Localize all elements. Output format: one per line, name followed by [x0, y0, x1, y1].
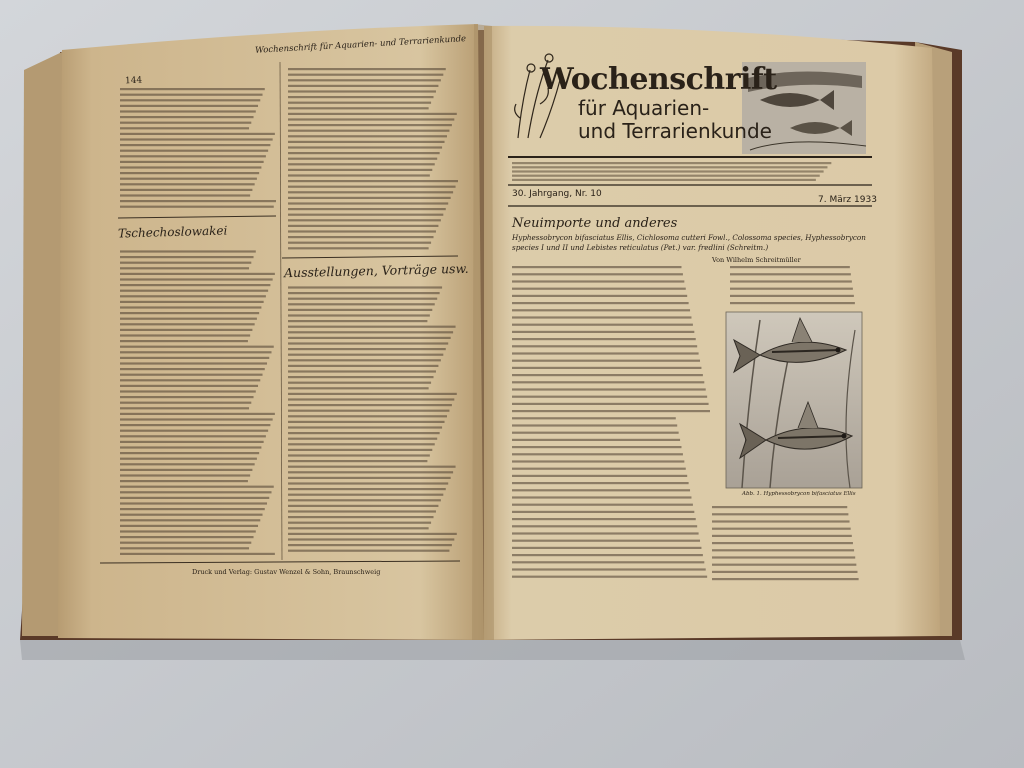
text-line — [288, 152, 440, 154]
text-line — [288, 544, 452, 546]
left-heading-tschechoslowakei: Tschechoslowakei — [117, 223, 228, 241]
article-subtitle: Hyphessobrycon bifasciatus Ellis, Cichlosoma cutteri Fowl., Colossoma species, Hyphessobrycon species I und II und Lebistes reticulatus (Pet.) var. fredlini (Schreitm.) — [512, 233, 866, 252]
text-line — [512, 518, 696, 520]
text-line — [288, 398, 454, 400]
text-line — [288, 499, 441, 501]
text-line — [120, 519, 260, 521]
text-line — [288, 230, 436, 232]
text-line — [288, 90, 436, 92]
text-line — [120, 480, 248, 482]
text-line — [730, 302, 855, 304]
text-line — [120, 497, 269, 499]
text-line — [512, 403, 709, 405]
text-line — [120, 127, 249, 129]
text-line — [512, 381, 704, 383]
text-line — [120, 402, 251, 404]
left-page-number: 144 — [124, 75, 143, 87]
text-line — [288, 404, 452, 406]
text-line — [512, 360, 700, 362]
text-line — [120, 206, 274, 208]
text-line — [120, 486, 274, 488]
text-line — [288, 68, 446, 70]
text-line — [288, 359, 441, 361]
text-line — [512, 489, 690, 491]
issue-info: 30. Jahrgang, Nr. 10 — [512, 189, 602, 199]
text-line — [288, 314, 430, 316]
text-line — [730, 266, 850, 268]
text-line — [288, 527, 429, 529]
text-line — [288, 354, 443, 356]
text-line — [288, 471, 453, 473]
text-line — [512, 453, 683, 455]
text-line — [120, 491, 272, 493]
text-line — [288, 309, 432, 311]
text-line — [512, 511, 694, 513]
text-line — [288, 102, 431, 104]
text-line — [120, 122, 251, 124]
text-line — [288, 533, 457, 535]
text-line — [512, 266, 681, 268]
text-line — [288, 443, 435, 445]
text-line — [288, 96, 434, 98]
text-line — [288, 326, 456, 328]
text-line — [512, 175, 820, 177]
text-line — [120, 155, 266, 157]
text-line — [288, 348, 446, 350]
fish-figure — [726, 312, 862, 488]
text-line — [120, 446, 261, 448]
text-line — [120, 161, 264, 163]
text-line — [288, 219, 441, 221]
text-line — [512, 345, 697, 347]
masthead-title-line2: für Aquarien- — [578, 96, 710, 120]
text-line — [512, 568, 706, 570]
text-line — [712, 564, 856, 566]
text-line — [120, 525, 258, 527]
text-line — [288, 393, 457, 395]
text-line — [288, 303, 435, 305]
text-line — [288, 376, 434, 378]
text-line — [120, 351, 272, 353]
text-line — [512, 525, 697, 527]
text-line — [288, 135, 447, 137]
text-line — [120, 463, 255, 465]
text-line — [512, 468, 686, 470]
text-line — [288, 163, 435, 165]
text-line — [120, 368, 265, 370]
text-line — [512, 561, 704, 563]
text-line — [120, 178, 257, 180]
text-line — [288, 432, 440, 434]
text-line — [288, 107, 429, 109]
text-line — [120, 189, 252, 191]
text-line — [120, 469, 252, 471]
text-line — [120, 430, 268, 432]
text-line — [288, 225, 438, 227]
text-line — [288, 214, 443, 216]
text-line — [712, 571, 857, 573]
text-line — [512, 374, 703, 376]
text-line — [288, 477, 451, 479]
text-line — [120, 413, 275, 415]
text-line — [512, 367, 701, 369]
text-line — [512, 388, 706, 390]
text-line — [712, 549, 854, 551]
text-line — [512, 316, 691, 318]
text-line — [288, 538, 454, 540]
text-line — [288, 365, 438, 367]
text-line — [288, 337, 451, 339]
text-line — [712, 506, 847, 508]
text-line — [288, 410, 449, 412]
text-line — [120, 138, 273, 140]
text-line — [730, 273, 851, 275]
left-footer: Druck und Verlag: Gustav Wenzel & Sohn, Braunschweig — [192, 568, 381, 576]
text-line — [512, 576, 707, 578]
text-line — [288, 494, 443, 496]
article-author: Von Wilhelm Schreitmüller — [712, 256, 801, 264]
text-line — [120, 273, 275, 275]
text-line — [512, 504, 693, 506]
text-line — [512, 424, 677, 426]
text-line — [120, 547, 249, 549]
text-line — [288, 124, 452, 126]
text-line — [288, 426, 442, 428]
text-line — [120, 502, 267, 504]
text-line — [288, 387, 429, 389]
text-line — [288, 516, 434, 518]
text-line — [120, 536, 254, 538]
text-line — [120, 105, 258, 107]
text-line — [288, 438, 437, 440]
text-line — [512, 170, 824, 172]
text-line — [288, 202, 448, 204]
text-line — [120, 267, 249, 269]
text-line — [288, 247, 429, 249]
text-line — [288, 197, 451, 199]
text-line — [288, 449, 432, 451]
text-line — [512, 432, 679, 434]
text-line — [288, 130, 449, 132]
figure-caption: Abb. 1. Hyphessobrycon bifasciatus Ellis — [742, 491, 856, 497]
text-line — [120, 290, 268, 292]
text-line — [120, 435, 266, 437]
text-line — [730, 295, 854, 297]
text-line — [512, 338, 696, 340]
text-line — [512, 410, 710, 412]
text-line — [120, 530, 256, 532]
text-line — [288, 382, 431, 384]
text-line — [512, 352, 699, 354]
text-line — [712, 556, 855, 558]
text-line — [120, 407, 249, 409]
text-line — [120, 200, 276, 202]
text-line — [120, 256, 254, 258]
text-line — [120, 452, 259, 454]
text-line — [288, 488, 446, 490]
text-line — [120, 150, 268, 152]
text-line — [120, 508, 265, 510]
text-line — [120, 262, 251, 264]
text-line — [288, 180, 458, 182]
text-line — [512, 496, 691, 498]
text-line — [288, 505, 438, 507]
text-line — [288, 454, 430, 456]
text-line — [120, 542, 251, 544]
book-shadow — [20, 640, 965, 660]
text-line — [120, 295, 266, 297]
text-line — [120, 133, 275, 135]
text-line — [288, 169, 432, 171]
text-line — [120, 194, 250, 196]
text-line — [288, 460, 427, 462]
text-line — [288, 286, 442, 288]
text-line — [120, 88, 265, 90]
text-line — [288, 415, 447, 417]
text-line — [288, 510, 436, 512]
text-line — [512, 475, 687, 477]
text-line — [288, 466, 456, 468]
text-line — [288, 370, 436, 372]
text-line — [120, 346, 274, 348]
text-line — [120, 99, 260, 101]
text-line — [120, 116, 254, 118]
text-line — [288, 191, 453, 193]
text-line — [512, 331, 694, 333]
text-line — [120, 284, 270, 286]
text-line — [120, 357, 269, 359]
text-line — [288, 482, 448, 484]
text-line — [512, 324, 693, 326]
text-line — [512, 540, 700, 542]
gutter — [472, 24, 494, 640]
text-line — [288, 342, 448, 344]
text-line — [120, 553, 275, 555]
text-line — [120, 474, 250, 476]
text-line — [120, 441, 264, 443]
text-line — [288, 113, 457, 115]
text-line — [120, 250, 256, 252]
text-line — [288, 236, 434, 238]
text-line — [120, 374, 263, 376]
text-line — [288, 186, 456, 188]
text-line — [512, 166, 827, 168]
text-line — [512, 280, 684, 282]
masthead-title-line3: und Terrarienkunde — [578, 119, 772, 143]
text-line — [120, 144, 270, 146]
text-line — [288, 550, 449, 552]
text-line — [120, 318, 257, 320]
text-line — [288, 141, 445, 143]
text-line — [120, 379, 260, 381]
issue-date: 7. März 1933 — [818, 195, 877, 205]
text-line — [288, 146, 442, 148]
text-line — [288, 208, 446, 210]
text-line — [120, 306, 261, 308]
text-line — [120, 312, 259, 314]
text-line — [712, 520, 850, 522]
text-line — [512, 460, 684, 462]
text-line — [120, 329, 252, 331]
text-line — [120, 340, 248, 342]
left-heading-ausstellungen: Ausstellungen, Vorträge usw. — [283, 260, 469, 281]
text-line — [512, 554, 703, 556]
text-line — [120, 278, 273, 280]
text-line — [512, 162, 831, 164]
text-line — [120, 424, 270, 426]
text-line — [712, 535, 852, 537]
text-line — [120, 418, 273, 420]
text-line — [712, 513, 848, 515]
text-line — [288, 298, 437, 300]
article-title: Neuimporte und anderes — [512, 216, 678, 231]
text-line — [512, 179, 816, 181]
text-line — [288, 74, 443, 76]
text-line — [512, 547, 701, 549]
text-line — [288, 421, 445, 423]
text-line — [712, 528, 851, 530]
text-line — [120, 323, 255, 325]
left-page-stack — [22, 52, 62, 636]
text-line — [512, 482, 689, 484]
text-line — [512, 309, 690, 311]
text-line — [120, 390, 256, 392]
text-line — [512, 302, 689, 304]
text-line — [288, 292, 440, 294]
text-line — [288, 320, 427, 322]
text-line — [712, 542, 853, 544]
text-line — [120, 183, 255, 185]
text-line — [730, 288, 853, 290]
text-line — [512, 396, 707, 398]
text-line — [288, 158, 437, 160]
text-line — [120, 458, 257, 460]
text-line — [120, 94, 263, 96]
text-line — [120, 362, 267, 364]
text-line — [120, 301, 264, 303]
text-line — [512, 417, 676, 419]
text-line — [120, 334, 250, 336]
text-line — [512, 446, 681, 448]
text-line — [288, 174, 430, 176]
left-running-head: Wochenschrift für Aquarien- und Terrarienkunde — [254, 34, 467, 56]
text-line — [512, 273, 683, 275]
text-line — [120, 385, 258, 387]
text-line — [512, 295, 687, 297]
text-line — [512, 439, 680, 441]
text-line — [120, 172, 259, 174]
text-line — [288, 118, 454, 120]
text-line — [120, 514, 263, 516]
text-line — [120, 396, 254, 398]
text-line — [712, 578, 859, 580]
text-line — [288, 331, 453, 333]
text-line — [288, 242, 431, 244]
text-line — [120, 166, 261, 168]
text-line — [120, 110, 256, 112]
text-line — [730, 280, 852, 282]
masthead-title-line1: Wochenschrift — [540, 62, 777, 97]
text-line — [288, 79, 441, 81]
text-line — [288, 522, 431, 524]
text-line — [512, 288, 686, 290]
text-line — [288, 85, 438, 87]
text-line — [512, 532, 699, 534]
